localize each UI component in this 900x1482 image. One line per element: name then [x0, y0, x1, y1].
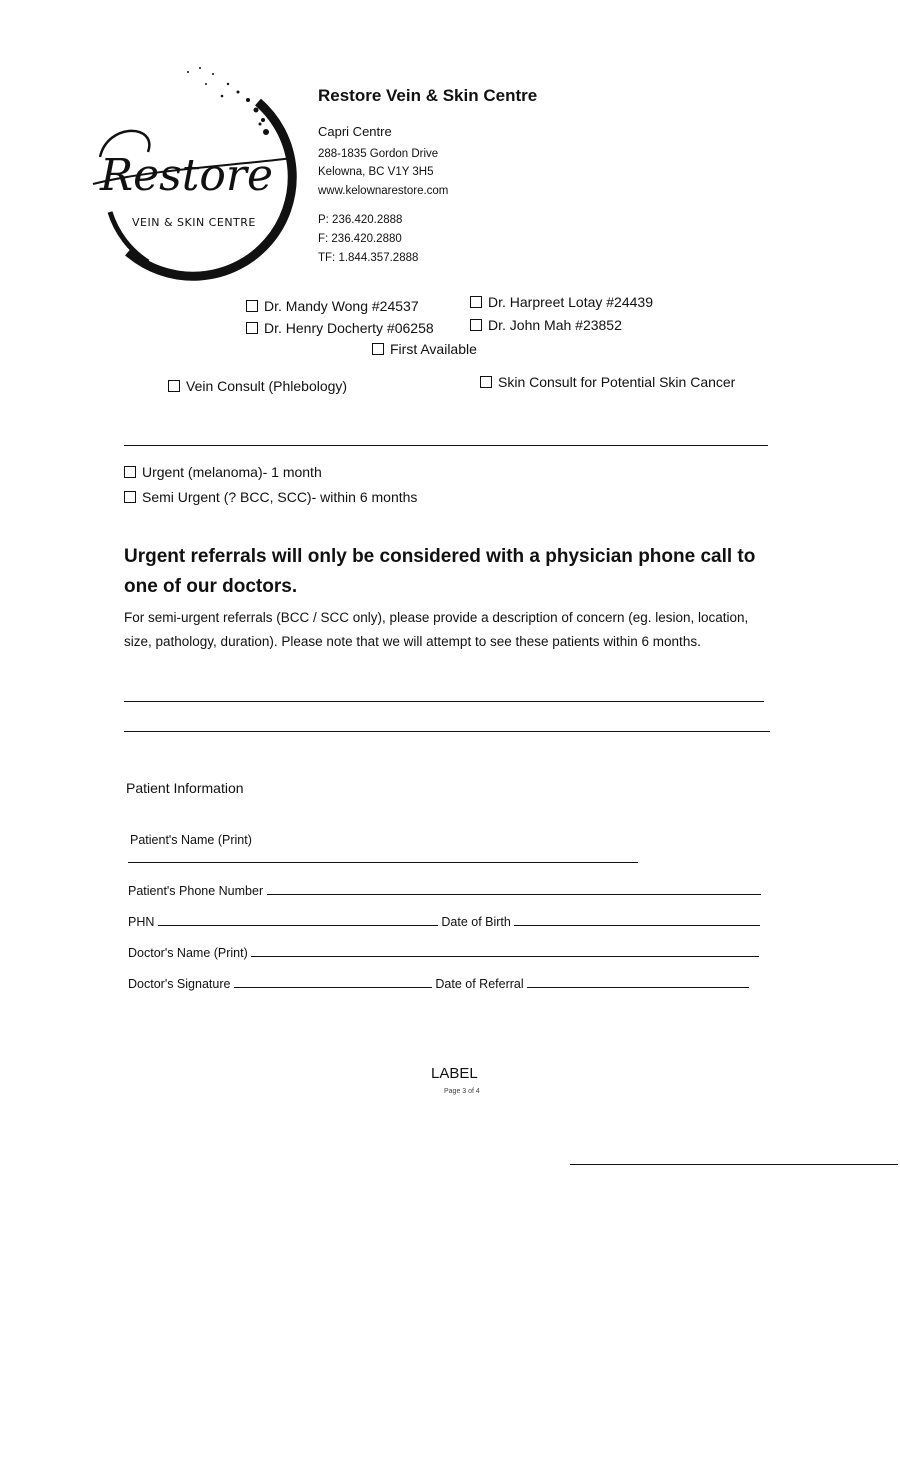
doctor-label: Dr. Mandy Wong #24537: [264, 298, 419, 314]
clinic-address-line2: Kelowna, BC V1Y 3H5: [318, 166, 434, 178]
page-number: Page 3 of 4: [444, 1088, 480, 1095]
checkbox[interactable]: [168, 380, 180, 392]
phn-dob-row: [128, 913, 760, 929]
urgency-label: Urgent (melanoma)- 1 month: [142, 464, 322, 480]
consult-label: Vein Consult (Phlebology): [186, 378, 348, 394]
dob-label: Date of Birth: [441, 915, 511, 929]
checkbox[interactable]: [124, 466, 136, 478]
checkbox[interactable]: [372, 343, 384, 355]
dob-field[interactable]: [514, 913, 760, 926]
urgency-option-semi-urgent[interactable]: [124, 489, 417, 505]
semi-urgent-instructions: For semi-urgent referrals (BCC / SCC only), please provide a description of concern (eg. lesion, location, size, pathology, duration). Please note that we will attempt to see these patients within 6 months.: [124, 610, 749, 649]
patient-info-heading: Patient Information: [126, 780, 244, 796]
patient-phone-row: [128, 882, 761, 898]
label-placeholder: LABEL: [431, 1065, 478, 1082]
checkbox[interactable]: [470, 319, 482, 331]
signature-date-row: [128, 975, 749, 991]
divider: [124, 445, 768, 446]
consult-option-vein[interactable]: [168, 378, 347, 394]
clinic-website: www.kelownarestore.com: [318, 185, 449, 197]
doctor-option-wong[interactable]: [246, 298, 419, 314]
doctor-label: Dr. Harpreet Lotay #24439: [488, 294, 653, 310]
logo-mark: [88, 62, 298, 282]
doctor-label: First Available: [390, 341, 477, 357]
logo-script-text: Restore: [100, 150, 273, 201]
consult-option-skin[interactable]: [480, 374, 735, 390]
patient-phone-label: Patient's Phone Number: [128, 884, 264, 898]
logo-tagline: VEIN & SKIN CENTRE: [132, 216, 256, 229]
doctor-option-docherty[interactable]: [246, 320, 434, 336]
clinic-address-line1: 288-1835 Gordon Drive: [318, 148, 439, 160]
doctor-name-row: [128, 944, 759, 960]
description-line-2[interactable]: [124, 731, 770, 732]
checkbox[interactable]: [480, 376, 492, 388]
checkbox[interactable]: [124, 491, 136, 503]
clinic-phone: P: 236.420.2888: [318, 214, 403, 226]
footer-rule: [570, 1164, 898, 1165]
patient-name-label: Patient's Name (Print): [130, 833, 252, 847]
doctor-signature-field[interactable]: [234, 975, 432, 988]
doctor-signature-label: Doctor's Signature: [128, 977, 231, 991]
urgent-referral-note: Urgent referrals will only be considered with a physician phone call to one of our doctors.: [124, 546, 756, 597]
clinic-fax: F: 236.420.2880: [318, 233, 402, 245]
description-line-1[interactable]: [124, 701, 764, 702]
doctor-option-first-available[interactable]: [372, 341, 477, 357]
clinic-toll-free: TF: 1.844.357.2888: [318, 252, 419, 264]
referral-date-label: Date of Referral: [435, 977, 524, 991]
patient-phone-field[interactable]: [267, 882, 761, 895]
clinic-location: Capri Centre: [318, 124, 392, 139]
doctor-option-mah[interactable]: [470, 317, 622, 333]
referral-date-field[interactable]: [527, 975, 749, 988]
doctor-option-lotay[interactable]: [470, 294, 653, 310]
doctor-name-label: Doctor's Name (Print): [128, 946, 248, 960]
clinic-name: Restore Vein & Skin Centre: [318, 86, 538, 105]
checkbox[interactable]: [470, 296, 482, 308]
patient-name-field[interactable]: [128, 862, 638, 863]
consult-label: Skin Consult for Potential Skin Cancer: [498, 374, 736, 390]
doctor-label: Dr. John Mah #23852: [488, 317, 622, 333]
checkbox[interactable]: [246, 322, 258, 334]
urgency-label: Semi Urgent (? BCC, SCC)- within 6 months: [142, 489, 418, 505]
phn-field[interactable]: [158, 913, 438, 926]
doctor-label: Dr. Henry Docherty #06258: [264, 320, 434, 336]
checkbox[interactable]: [246, 300, 258, 312]
phn-label: PHN: [128, 915, 155, 929]
restore-logo: [88, 62, 298, 282]
doctor-name-field[interactable]: [251, 944, 759, 957]
urgency-option-urgent[interactable]: [124, 464, 322, 480]
